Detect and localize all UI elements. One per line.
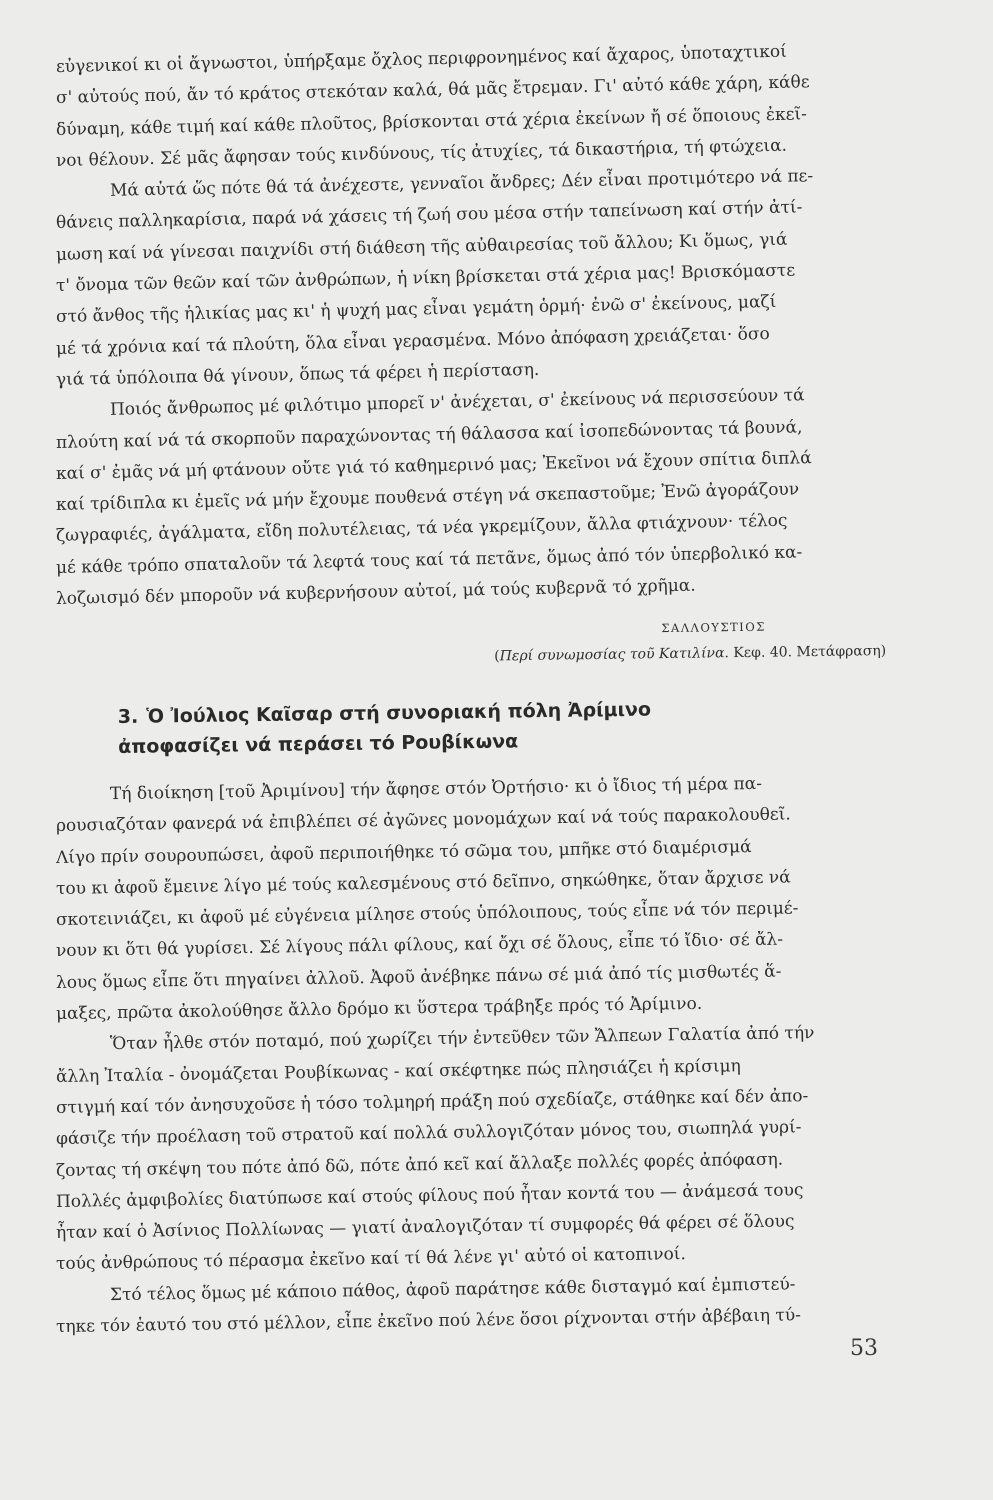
- text-line: μαξες, πρῶτα ἀκολούθησε ἄλλο δρόμο κι ὕστερα τράβηξε πρός τό Ἀρίμινο.: [55, 993, 703, 1025]
- text-line: γιά τά ὑπόλοιπα θά γίνουν, ὅπως τά φέρει ἡ περίσταση.: [55, 359, 540, 390]
- text-line: λους ὅμως εἶπε ὅτι πηγαίνει ἀλλοῦ. Ἀφοῦ ἀνέβηκε πάνω σέ μιά ἀπό τίς μισθωτές ἅ-: [55, 961, 782, 993]
- text-line: Λίγο πρίν σουρουπώσει, ἀφοῦ περιποιήθηκε τό σῶμα του, μπῆκε στό διαμέρισμά: [55, 836, 752, 868]
- text-line: Πολλές ἀμφιβολίες διατύπωσε καί στούς φίλους πού ἦταν κοντά του — ἀνάμεσά τους: [55, 1180, 804, 1212]
- author-name: ΣΑΛΛΟΥΣΤΙΟΣ: [661, 619, 766, 636]
- text-line: Ὅταν ἦλθε στόν ποταμό, πού χωρίζει τήν ἐντεῦθεν τῶν Ἄλπεων Γαλατία ἀπό τήν: [109, 1023, 815, 1055]
- page-number: 53: [850, 1336, 878, 1361]
- text-line: τούς ἀνθρώπους τό πέρασμα ἐκεῖνο καί τί θά λένε γι' αὐτό οἱ κατοπινοί.: [55, 1244, 686, 1275]
- caesar-passage: [55, 773, 884, 1343]
- text-line: καί σ' ἐμᾶς νά μή φτάνουν οὔτε γιά τό καθημερινό μας; Ἐκεῖνοι νά ἔχουν σπίτια διπλά: [55, 448, 812, 484]
- text-line: νουν κι ὅτι θά γυρίσει. Σέ λίγους πάλι φίλους, καί ὄχι σέ ὅλους, εἶπε τό ἴδιο· σέ ἄλ-: [55, 930, 784, 962]
- text-line: ζωγραφιές, ἀγάλματα, εἴδη πολυτέλειας, τά νέα γκρεμίζουν, ἄλλα φτιάχνουν· τέλος: [55, 511, 788, 547]
- text-line: του κι ἀφοῦ ἔμεινε λίγο μέ τούς καλεσμένους στό δεῖπνο, σηκώθηκε, ὅταν ἄρχισε νά: [55, 867, 791, 899]
- source-title: Περί συνωμοσίας τοῦ Κατιλίνα: [499, 645, 725, 665]
- attribution: [56, 612, 887, 676]
- text-line: ζοντας τή σκέψη του πότε ἀπό δῶ, πότε ἀπό κεῖ καί ἄλλαξε πολλές φορές ἀπόφαση.: [55, 1149, 784, 1181]
- text-line: μωση καί νά γίνεσαι παιχνίδι στή διάθεση τῆς αὐθαιρεσίας τοῦ ἄλλου; Κι ὅμως, γιά: [55, 229, 788, 265]
- text-line: σκοτεινιάζει, κι ἀφοῦ μέ εὐγένεια μίλησε στούς ὑπόλοιπους, τούς εἶπε νά τόν περιμέ-: [55, 898, 799, 931]
- text-line: σ' αὐτούς πού, ἄν τό κράτος στεκόταν καλά, θά μᾶς ἔτρεμαν. Γι' αὐτό κάθε χάρη, κάθε: [55, 72, 810, 109]
- text-line: πλούτη καί νά τά σκορποῦν παραχώνοντας τή θάλασσα καί ἰσοπεδώνοντας τά βουνά,: [55, 416, 803, 453]
- text-line: νοι θέλουν. Σέ μᾶς ἄφησαν τούς κινδύνους, τίς ἀτυχίες, τά δικαστήρια, τή φτώχεια.: [55, 135, 788, 171]
- text-line: Μά αὐτά ὥς πότε θά τά ἀνέχεστε, γενναῖοι ἄνδρες; Δέν εἶναι προτιμότερο νά πε-: [109, 166, 814, 202]
- text-line: τηκε τόν ἑαυτό του στό μέλλον, εἶπε ἐκεῖνο πού λένε ὅσοι ρίχνονται στήν ἀβέβαιη τύ-: [55, 1305, 802, 1338]
- text-line: ρουσιαζόταν φανερά νά ἐπιβλέπει σέ ἀγῶνες μονομάχων καί νά τούς παρακολουθεῖ.: [55, 804, 791, 837]
- section-title-line2: ἀποφασίζει νά περάσει τό Ρουβίκωνα: [118, 730, 519, 758]
- text-line: ἄλλη Ἰταλία - ὀνομάζεται Ρουβίκωνας - καί σκέφτηκε πώς πλησιάζει ἡ κρίσιμη: [55, 1055, 741, 1087]
- text-line: Τή διοίκηση [τοῦ Ἀριμίνου] τήν ἄφησε στόν Ὀρτήσιο· κι ὁ ἴδιος τή μέρα πα-: [109, 773, 763, 805]
- sallust-passage: [55, 41, 884, 615]
- section-title-line1: Ὁ Ἰούλιος Καῖσαρ στή συνοριακή πόλη Ἀρίμινο: [146, 698, 652, 728]
- section-heading: [118, 692, 859, 762]
- text-line: δύναμη, κάθε τιμή καί κάθε πλοῦτος, βρίσκονται στά χέρια ἐκείνων ἤ σέ ὅποιους ἐκεῖ-: [55, 103, 808, 140]
- text-line: στό ἄνθος τῆς ἡλικίας μας κι' ἡ ψυχή μας εἶναι γεμάτη ὁρμή· ἐνῶ σ' ἐκείνους, μαζί: [55, 292, 777, 328]
- text-line: καί τρίδιπλα κι ἐμεῖς νά μήν ἔχουμε πουθενά στέγη νά σκεπαστοῦμε; Ἐνῶ ἀγοράζουν: [55, 479, 800, 516]
- text-line: λοζωισμό δέν μποροῦν νά κυβερνήσουν αὐτοί, μά τούς κυβερνᾶ τό χρῆμα.: [55, 575, 696, 610]
- text-line: Ποιός ἄνθρωπος μέ φιλότιμο μπορεῖ ν' ἀνέχεται, σ' ἐκείνους νά περισσεύουν τά: [109, 385, 805, 421]
- text-line: φάσιζε τήν προέλαση τοῦ στρατοῦ καί πολλά συλλογιζόταν μόνος του, σιωπηλά γυρί-: [55, 1117, 802, 1150]
- text-line: μέ τά χρόνια καί τά πλούτη, ὅλα εἶναι γερασμένα. Μόνο ἀπόφαση χρειάζεται· ὅσο: [55, 323, 770, 359]
- text-line: θάνεις παλληκαρίσια, παρά νά χάσεις τή ζωή σου μέσα στήν ταπείνωση καί στήν ἀτί-: [55, 197, 803, 234]
- text-line: ἦταν καί ὁ Ἀσίνιος Πολλίωνας — γιατί ἀναλογιζόταν τί συμφορές θά φέρει σέ ὅλους: [55, 1211, 795, 1244]
- text-line: μέ κάθε τρόπο σπαταλοῦν τά λεφτά τους καί τά πετᾶνε, ὅμως ἀπό τόν ὑπερβολικό κα-: [55, 542, 803, 578]
- text-line: τ' ὄνομα τῶν θεῶν καί τῶν ἀνθρώπων, ἡ νίκη βρίσκεται στά χέρια μας! Βρισκόμαστε: [55, 260, 796, 297]
- text-line: εὐγενικοί κι οἱ ἄγνωστοι, ὑπήρξαμε ὄχλος περιφρονημένος καί ἄχαρος, ὑποταχτικοί: [55, 41, 788, 77]
- section-number: 3.: [117, 705, 139, 729]
- text-line: Στό τέλος ὅμως μέ κάποιο πάθος, ἀφοῦ παράτησε κάθε δισταγμό καί ἐμπιστεύ-: [109, 1274, 796, 1305]
- text-line: στιγμή καί τόν ἀνησυχοῦσε ἡ τόσο τολμηρή πράξη πού σχεδίαζε, στάθηκε καί δέν ἀπο-: [55, 1086, 809, 1118]
- source-citation: (Περί συνωμοσίας τοῦ Κατιλίνα. Κεφ. 40. Μετάφραση): [494, 642, 887, 665]
